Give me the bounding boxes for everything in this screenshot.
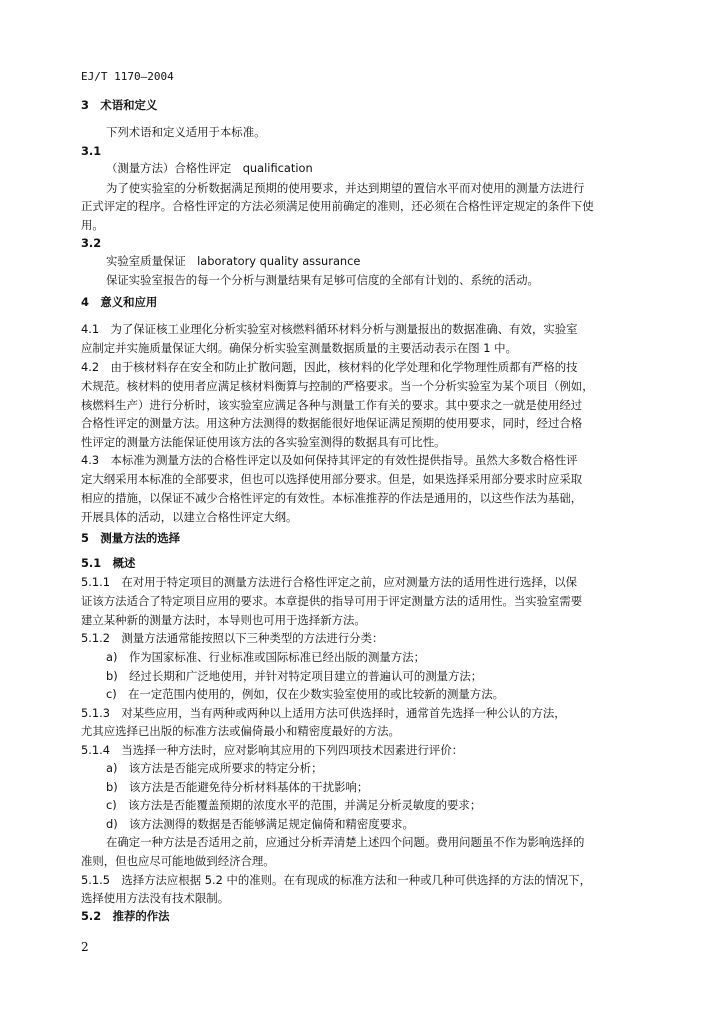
paragraph-line: 在确定一种方法是否适用之前，应通过分析弄清楚上述四个问题。费用问题虽不作为影响选择的: [106, 835, 585, 849]
section-4-heading: 4 意义和应用: [81, 295, 158, 309]
term-3-1: （测量方法）合格性评定 qualification: [106, 161, 313, 175]
paragraph-line: 应制定并实施质量保证大纲。确保分析实验室测量数据质量的主要活动表示在图 1 中。: [81, 341, 517, 355]
paragraph-line: 建立某种新的测量方法时，本导则也可用于选择新方法。: [81, 613, 366, 627]
list-item: a) 该方法是否能完成所要求的特定分析；: [106, 761, 323, 775]
clause-number-3-2: 3.2: [81, 236, 102, 250]
paragraph-line: 5.1.2 测量方法通常能按照以下三种类型的方法进行分类：: [81, 631, 384, 645]
paragraph-line: 5.1.4 当选择一种方法时，应对影响其应用的下列四项技术因素进行评价：: [81, 743, 464, 757]
term-3-2: 实验室质量保证 laboratory quality assurance: [106, 254, 361, 268]
section-3-heading: 3 术语和定义: [81, 98, 158, 112]
paragraph-line: 术规范。核材料的使用者应满足核材料衡算与控制的严格要求。当一个分析实验室为某个项目（例如，: [81, 379, 594, 393]
doc-id-header: EJ/T 1170—2004: [81, 70, 174, 83]
paragraph-line: 保证实验室报告的每一个分析与测量结果有足够可信度的全部有计划的、系统的活动。: [106, 273, 539, 287]
paragraph-line: 尤其应选择已出版的标准方法或偏倚最小和精密度最好的方法。: [81, 724, 400, 738]
paragraph-line: 为了使实验室的分析数据满足预期的使用要求，并达到期望的置信水平而对使用的测量方法进行: [106, 181, 585, 195]
paragraph-line: 4.3 本标准为测量方法的合格性评定以及如何保持其评定的有效性提供指导。虽然大多数合格性评: [81, 453, 578, 467]
paragraph-line: 定大纲采用本标准的全部要求，但也可以选择使用部分要求。但是，如果选择采用部分要求时应采取: [81, 472, 583, 486]
list-item: a) 作为国家标准、行业标准或国际标准已经出版的测量方法；: [106, 650, 425, 664]
paragraph-line: 正式评定的程序。合格性评定的方法必须满足使用前确定的准则，还必须在合格性评定规定的条件下使: [81, 199, 594, 213]
paragraph-line: 合格性评定的测量方法。用这种方法测得的数据能很好地保证满足预期的使用要求，同时，经过合格: [81, 416, 583, 430]
paragraph-line: 5.1.3 对某些应用，当有两种或两种以上适用方法可供选择时，通常首先选择一种公认的方法，: [81, 706, 566, 720]
list-item: b) 经过长期和广泛地使用，并针对特定项目建立的普遍认可的测量方法；: [106, 669, 483, 683]
clause-number-3-1: 3.1: [81, 144, 102, 158]
paragraph-line: 选择使用方法没有技术限制。: [81, 891, 230, 905]
list-item: c) 在一定范围内使用的，例如，仅在少数实验室使用的或比较新的测量方法。: [106, 687, 504, 701]
paragraph-line: 准则，但也应尽可能地做到经济合理。: [81, 854, 275, 868]
list-item: b) 该方法是否能避免待分析材料基体的干扰影响；: [106, 780, 369, 794]
paragraph-line: 相应的措施，以保证不减少合格性评定的有效性。本标准推荐的作法是通用的，以这些作法为基础，: [81, 491, 583, 505]
paragraph-line: 性评定的测量方法能保证使用该方法的各实验室测得的数据具有可比性。: [81, 435, 446, 449]
page-number: 2: [81, 940, 89, 954]
paragraph-line: 4.2 由于核材料存在安全和防止扩散问题，因此，核材料的化学处理和化学物理性质都有严格的技: [81, 360, 578, 374]
section-5-heading: 5 测量方法的选择: [81, 531, 181, 545]
list-item: c) 该方法是否能覆盖预期的浓度水平的范围，并满足分析灵敏度的要求；: [106, 798, 482, 812]
paragraph-line: 核燃料生产）进行分析时，该实验室应满足各种与测量工作有关的要求。其中要求之一就是使用经过: [81, 398, 583, 412]
list-item: d) 该方法测得的数据是否能够满足规定偏倚和精密度要求。: [106, 817, 414, 831]
subsection-5-1-heading: 5.1 概述: [81, 556, 136, 570]
paragraph-line: 开展具体的活动，以建立合格性评定大纲。: [81, 510, 298, 524]
paragraph-line: 5.1.1 在对用于特定项目的测量方法进行合格性评定之前，应对测量方法的适用性进行选择，以保: [81, 575, 578, 589]
paragraph-line: 下列术语和定义适用于本标准。: [106, 125, 266, 139]
paragraph-line: 用。: [81, 218, 104, 232]
subsection-5-2-heading: 5.2 推荐的作法: [81, 909, 170, 923]
paragraph-line: 5.1.5 选择方法应根据 5.2 中的准则。在有现成的标准方法和一种或几种可供选择的方法的情况下，: [81, 873, 591, 887]
paragraph-line: 证该方法适合了特定项目应用的要求。本章提供的指导可用于评定测量方法的适用性。当实验室需要: [81, 594, 583, 608]
paragraph-line: 4.1 为了保证核工业理化分析实验室对核燃料循环材料分析与测量报出的数据准确、有效，实验室: [81, 322, 578, 336]
